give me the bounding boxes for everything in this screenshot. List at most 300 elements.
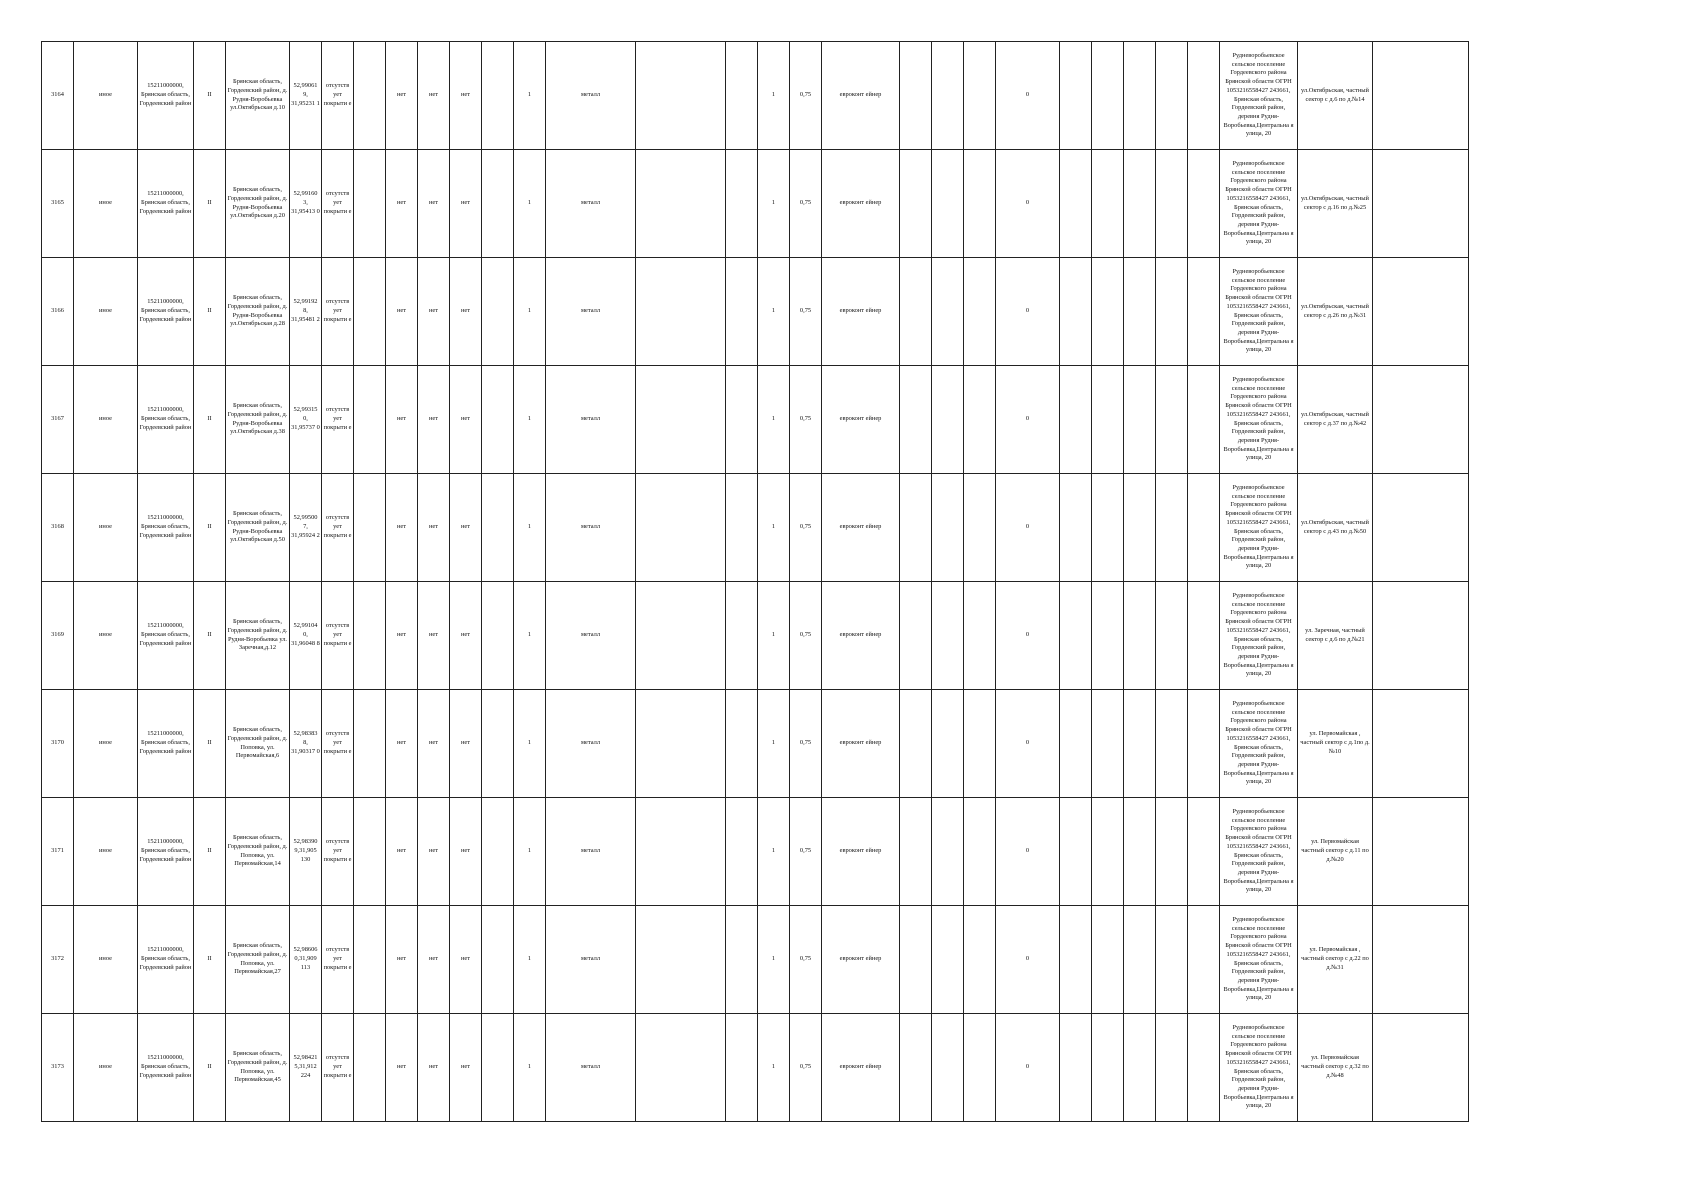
hazard-class: II xyxy=(194,798,226,906)
okato-region: 15211000000, Брянская область, Гордеевский район xyxy=(138,798,194,906)
waste-sources: ул.Октябрьская, частный сектор с д.43 по д.№50 xyxy=(1298,474,1373,582)
site-address: Брянская область, Гордеевский район, д. Поповка, ул. Первомайская,45 xyxy=(226,1014,290,1122)
hazard-class: II xyxy=(194,906,226,1014)
empty-cell xyxy=(482,690,514,798)
empty-cell xyxy=(1373,150,1469,258)
site-coordinates: 52,99061 9, 31,95231 1 xyxy=(290,42,322,150)
container-volume: 0,75 xyxy=(790,366,822,474)
owner-organization: Рудневоробьевское сельское поселение Гордеевского района Брянской области ОГРН 1053216558427 243661, Брянская область, Гордеевский район, деревня Рудня-Воробьевка,Центральна я улица, 20 xyxy=(1220,150,1298,258)
empty-cell xyxy=(932,690,964,798)
empty-cell xyxy=(726,150,758,258)
empty-cell xyxy=(636,798,726,906)
zero-value: 0 xyxy=(996,150,1060,258)
empty-cell xyxy=(932,906,964,1014)
empty-cell xyxy=(636,1014,726,1122)
row-number: 3171 xyxy=(42,798,74,906)
surface-type: отсутств ует покрыти е xyxy=(322,42,354,150)
container-type: евроконт ейнер xyxy=(822,366,900,474)
container-material: металл xyxy=(546,150,636,258)
site-type: иное xyxy=(74,1014,138,1122)
container-volume: 0,75 xyxy=(790,474,822,582)
hazard-class: II xyxy=(194,258,226,366)
flag-cell: нет xyxy=(418,366,450,474)
table-row xyxy=(42,1014,1469,1122)
container-volume: 0,75 xyxy=(790,1014,822,1122)
hazard-class: II xyxy=(194,366,226,474)
container-volume: 0,75 xyxy=(790,690,822,798)
table-row xyxy=(42,366,1469,474)
container-type: евроконт ейнер xyxy=(822,1014,900,1122)
empty-cell xyxy=(1060,42,1092,150)
empty-cell xyxy=(1092,906,1124,1014)
empty-cell xyxy=(1060,366,1092,474)
container-qty: 1 xyxy=(758,582,790,690)
site-type: иное xyxy=(74,474,138,582)
row-number: 3173 xyxy=(42,1014,74,1122)
site-type: иное xyxy=(74,258,138,366)
empty-cell xyxy=(1156,258,1188,366)
waste-sources: ул.Октябрьская, частный сектор с д.26 по д.№31 xyxy=(1298,258,1373,366)
empty-cell xyxy=(1124,906,1156,1014)
empty-cell xyxy=(354,42,386,150)
site-type: иное xyxy=(74,150,138,258)
container-qty: 1 xyxy=(758,690,790,798)
empty-cell xyxy=(932,366,964,474)
empty-cell xyxy=(964,42,996,150)
empty-cell xyxy=(482,1014,514,1122)
flag-cell: нет xyxy=(418,42,450,150)
empty-cell xyxy=(636,42,726,150)
zero-value: 0 xyxy=(996,1014,1060,1122)
hazard-class: II xyxy=(194,690,226,798)
empty-cell xyxy=(1373,798,1469,906)
site-coordinates: 52,98606 0,31,909 113 xyxy=(290,906,322,1014)
empty-cell xyxy=(1092,42,1124,150)
container-qty: 1 xyxy=(758,258,790,366)
empty-cell xyxy=(1156,906,1188,1014)
surface-type: отсутств ует покрыти е xyxy=(322,690,354,798)
site-coordinates: 52,98383 8, 31,90317 0 xyxy=(290,690,322,798)
empty-cell xyxy=(726,582,758,690)
empty-cell xyxy=(932,150,964,258)
empty-cell xyxy=(1188,906,1220,1014)
site-coordinates: 52,98421 5,31,912 224 xyxy=(290,1014,322,1122)
site-coordinates: 52,99192 8, 31,95481 2 xyxy=(290,258,322,366)
row-number: 3165 xyxy=(42,150,74,258)
empty-cell xyxy=(726,1014,758,1122)
zero-value: 0 xyxy=(996,798,1060,906)
flag-cell: нет xyxy=(450,366,482,474)
owner-organization: Рудневоробьевское сельское поселение Гордеевского района Брянской области ОГРН 1053216558427 243661, Брянская область, Гордеевский район, деревня Рудня-Воробьевка,Центральна я улица, 20 xyxy=(1220,1014,1298,1122)
empty-cell xyxy=(932,474,964,582)
container-type: евроконт ейнер xyxy=(822,258,900,366)
empty-cell xyxy=(1060,474,1092,582)
container-material: металл xyxy=(546,42,636,150)
flag-cell: нет xyxy=(450,798,482,906)
empty-cell xyxy=(1124,150,1156,258)
empty-cell xyxy=(1188,798,1220,906)
empty-cell xyxy=(1373,474,1469,582)
empty-cell xyxy=(1124,690,1156,798)
site-address: Брянская область, Гордеевский район, д. Рудня-Воробьевка ул.Октябрьская д.28 xyxy=(226,258,290,366)
empty-cell xyxy=(1124,582,1156,690)
flag-cell: нет xyxy=(450,258,482,366)
empty-cell xyxy=(964,582,996,690)
surface-type: отсутств ует покрыти е xyxy=(322,582,354,690)
flag-cell: нет xyxy=(418,906,450,1014)
empty-cell xyxy=(1188,582,1220,690)
container-material: металл xyxy=(546,690,636,798)
container-count: 1 xyxy=(514,258,546,366)
flag-cell: нет xyxy=(418,1014,450,1122)
flag-cell: нет xyxy=(418,474,450,582)
zero-value: 0 xyxy=(996,258,1060,366)
empty-cell xyxy=(636,906,726,1014)
site-address: Брянская область, Гордеевский район, д. Рудня-Воробьевка ул. Заречная,д.12 xyxy=(226,582,290,690)
row-number: 3172 xyxy=(42,906,74,1014)
empty-cell xyxy=(1092,474,1124,582)
row-number: 3168 xyxy=(42,474,74,582)
flag-cell: нет xyxy=(450,582,482,690)
surface-type: отсутств ует покрыти е xyxy=(322,258,354,366)
container-type: евроконт ейнер xyxy=(822,474,900,582)
empty-cell xyxy=(1156,474,1188,582)
zero-value: 0 xyxy=(996,474,1060,582)
empty-cell xyxy=(964,906,996,1014)
okato-region: 15211000000, Брянская область, Гордеевский район xyxy=(138,474,194,582)
empty-cell xyxy=(1188,42,1220,150)
empty-cell xyxy=(1092,798,1124,906)
flag-cell: нет xyxy=(450,906,482,1014)
empty-cell xyxy=(1373,582,1469,690)
container-count: 1 xyxy=(514,690,546,798)
empty-cell xyxy=(726,690,758,798)
site-address: Брянская область, Гордеевский район, д. Поповка, ул. Первомайская,27 xyxy=(226,906,290,1014)
container-count: 1 xyxy=(514,1014,546,1122)
empty-cell xyxy=(1124,1014,1156,1122)
container-count: 1 xyxy=(514,582,546,690)
site-type: иное xyxy=(74,582,138,690)
container-qty: 1 xyxy=(758,150,790,258)
empty-cell xyxy=(1060,150,1092,258)
site-type: иное xyxy=(74,690,138,798)
empty-cell xyxy=(1188,690,1220,798)
empty-cell xyxy=(964,474,996,582)
site-address: Брянская область, Гордеевский район, д. Рудня-Воробьевка ул.Октябрьская д.50 xyxy=(226,474,290,582)
empty-cell xyxy=(1092,1014,1124,1122)
container-volume: 0,75 xyxy=(790,798,822,906)
empty-cell xyxy=(964,798,996,906)
flag-cell: нет xyxy=(386,1014,418,1122)
empty-cell xyxy=(1060,906,1092,1014)
table-row xyxy=(42,582,1469,690)
empty-cell xyxy=(932,798,964,906)
hazard-class: II xyxy=(194,150,226,258)
empty-cell xyxy=(964,1014,996,1122)
empty-cell xyxy=(1060,258,1092,366)
empty-cell xyxy=(964,690,996,798)
waste-sources: ул. Первомайская , частный сектор с д.1по д.№10 xyxy=(1298,690,1373,798)
container-type: евроконт ейнер xyxy=(822,150,900,258)
empty-cell xyxy=(900,258,932,366)
container-count: 1 xyxy=(514,474,546,582)
empty-cell xyxy=(354,366,386,474)
empty-cell xyxy=(482,366,514,474)
empty-cell xyxy=(1373,42,1469,150)
flag-cell: нет xyxy=(450,150,482,258)
container-volume: 0,75 xyxy=(790,150,822,258)
site-address: Брянская область, Гордеевский район, д. Рудня-Воробьевка ул.Октябрьская д.38 xyxy=(226,366,290,474)
surface-type: отсутств ует покрыти е xyxy=(322,906,354,1014)
okato-region: 15211000000, Брянская область, Гордеевский район xyxy=(138,906,194,1014)
empty-cell xyxy=(1156,690,1188,798)
empty-cell xyxy=(636,366,726,474)
table-row xyxy=(42,258,1469,366)
container-material: металл xyxy=(546,258,636,366)
container-qty: 1 xyxy=(758,366,790,474)
container-qty: 1 xyxy=(758,1014,790,1122)
empty-cell xyxy=(964,366,996,474)
empty-cell xyxy=(1373,906,1469,1014)
okato-region: 15211000000, Брянская область, Гордеевский район xyxy=(138,150,194,258)
waste-sources: ул.Октябрьская, частный сектор с д.6 по д.№14 xyxy=(1298,42,1373,150)
table-row xyxy=(42,474,1469,582)
empty-cell xyxy=(482,906,514,1014)
empty-cell xyxy=(900,42,932,150)
surface-type: отсутств ует покрыти е xyxy=(322,150,354,258)
empty-cell xyxy=(1092,582,1124,690)
site-address: Брянская область, Гордеевский район, д. Рудня-Воробьевка ул.Октябрьская д.10 xyxy=(226,42,290,150)
empty-cell xyxy=(482,582,514,690)
container-count: 1 xyxy=(514,150,546,258)
okato-region: 15211000000, Брянская область, Гордеевский район xyxy=(138,366,194,474)
empty-cell xyxy=(900,366,932,474)
empty-cell xyxy=(726,474,758,582)
hazard-class: II xyxy=(194,1014,226,1122)
waste-sources: ул.Октябрьская, частный сектор с д.37 по д.№42 xyxy=(1298,366,1373,474)
flag-cell: нет xyxy=(418,690,450,798)
empty-cell xyxy=(1060,690,1092,798)
empty-cell xyxy=(1092,690,1124,798)
empty-cell xyxy=(1188,474,1220,582)
zero-value: 0 xyxy=(996,42,1060,150)
container-qty: 1 xyxy=(758,906,790,1014)
empty-cell xyxy=(482,150,514,258)
hazard-class: II xyxy=(194,42,226,150)
container-material: металл xyxy=(546,474,636,582)
hazard-class: II xyxy=(194,474,226,582)
empty-cell xyxy=(1124,474,1156,582)
container-material: металл xyxy=(546,1014,636,1122)
empty-cell xyxy=(1156,42,1188,150)
empty-cell xyxy=(354,798,386,906)
container-type: евроконт ейнер xyxy=(822,690,900,798)
container-count: 1 xyxy=(514,906,546,1014)
zero-value: 0 xyxy=(996,906,1060,1014)
empty-cell xyxy=(964,150,996,258)
empty-cell xyxy=(1092,150,1124,258)
surface-type: отсутств ует покрыти е xyxy=(322,1014,354,1122)
row-number: 3169 xyxy=(42,582,74,690)
flag-cell: нет xyxy=(386,150,418,258)
empty-cell xyxy=(900,1014,932,1122)
okato-region: 15211000000, Брянская область, Гордеевский район xyxy=(138,42,194,150)
empty-cell xyxy=(482,474,514,582)
site-address: Брянская область, Гордеевский район, д. Поповка, ул. Первомайская,14 xyxy=(226,798,290,906)
empty-cell xyxy=(482,258,514,366)
owner-organization: Рудневоробьевское сельское поселение Гордеевского района Брянской области ОГРН 1053216558427 243661, Брянская область, Гордеевский район, деревня Рудня-Воробьевка,Центральна я улица, 20 xyxy=(1220,366,1298,474)
empty-cell xyxy=(636,258,726,366)
empty-cell xyxy=(726,798,758,906)
table-row xyxy=(42,690,1469,798)
empty-cell xyxy=(726,42,758,150)
flag-cell: нет xyxy=(418,258,450,366)
flag-cell: нет xyxy=(418,150,450,258)
empty-cell xyxy=(354,1014,386,1122)
empty-cell xyxy=(354,150,386,258)
empty-cell xyxy=(1188,366,1220,474)
container-count: 1 xyxy=(514,366,546,474)
site-type: иное xyxy=(74,366,138,474)
empty-cell xyxy=(482,798,514,906)
flag-cell: нет xyxy=(386,366,418,474)
flag-cell: нет xyxy=(386,258,418,366)
row-number: 3170 xyxy=(42,690,74,798)
container-qty: 1 xyxy=(758,474,790,582)
empty-cell xyxy=(900,474,932,582)
owner-organization: Рудневоробьевское сельское поселение Гордеевского района Брянской области ОГРН 1053216558427 243661, Брянская область, Гордеевский район, деревня Рудня-Воробьевка,Центральна я улица, 20 xyxy=(1220,906,1298,1014)
flag-cell: нет xyxy=(386,474,418,582)
site-type: иное xyxy=(74,906,138,1014)
empty-cell xyxy=(900,150,932,258)
okato-region: 15211000000, Брянская область, Гордеевский район xyxy=(138,258,194,366)
empty-cell xyxy=(354,906,386,1014)
container-volume: 0,75 xyxy=(790,906,822,1014)
empty-cell xyxy=(932,1014,964,1122)
empty-cell xyxy=(1092,258,1124,366)
flag-cell: нет xyxy=(386,798,418,906)
empty-cell xyxy=(964,258,996,366)
waste-sources: ул.Октябрьская, частный сектор с д.16 по д.№25 xyxy=(1298,150,1373,258)
container-material: металл xyxy=(546,906,636,1014)
empty-cell xyxy=(900,690,932,798)
waste-sources: ул. Первомайская , частный сектор с д.22 по д.№31 xyxy=(1298,906,1373,1014)
zero-value: 0 xyxy=(996,690,1060,798)
site-coordinates: 52,99315 0, 31,95737 0 xyxy=(290,366,322,474)
container-material: металл xyxy=(546,798,636,906)
okato-region: 15211000000, Брянская область, Гордеевский район xyxy=(138,1014,194,1122)
container-count: 1 xyxy=(514,42,546,150)
empty-cell xyxy=(636,474,726,582)
table-row xyxy=(42,798,1469,906)
row-number: 3164 xyxy=(42,42,74,150)
empty-cell xyxy=(354,582,386,690)
empty-cell xyxy=(726,258,758,366)
empty-cell xyxy=(1060,798,1092,906)
table-row xyxy=(42,42,1469,150)
empty-cell xyxy=(636,582,726,690)
surface-type: отсутств ует покрыти е xyxy=(322,474,354,582)
empty-cell xyxy=(1188,150,1220,258)
empty-cell xyxy=(1124,42,1156,150)
container-type: евроконт ейнер xyxy=(822,582,900,690)
container-material: металл xyxy=(546,366,636,474)
empty-cell xyxy=(636,690,726,798)
empty-cell xyxy=(1156,582,1188,690)
empty-cell xyxy=(932,582,964,690)
site-type: иное xyxy=(74,42,138,150)
flag-cell: нет xyxy=(450,1014,482,1122)
empty-cell xyxy=(900,798,932,906)
owner-organization: Рудневоробьевское сельское поселение Гордеевского района Брянской области ОГРН 1053216558427 243661, Брянская область, Гордеевский район, деревня Рудня-Воробьевка,Центральна я улица, 20 xyxy=(1220,258,1298,366)
container-type: евроконт ейнер xyxy=(822,906,900,1014)
waste-sources: ул. Первомайская частный сектор с д.11 по д.№20 xyxy=(1298,798,1373,906)
empty-cell xyxy=(932,258,964,366)
owner-organization: Рудневоробьевское сельское поселение Гордеевского района Брянской области ОГРН 1053216558427 243661, Брянская область, Гордеевский район, деревня Рудня-Воробьевка,Центральна я улица, 20 xyxy=(1220,690,1298,798)
empty-cell xyxy=(1188,258,1220,366)
zero-value: 0 xyxy=(996,582,1060,690)
row-number: 3166 xyxy=(42,258,74,366)
flag-cell: нет xyxy=(450,474,482,582)
empty-cell xyxy=(1156,798,1188,906)
empty-cell xyxy=(1156,1014,1188,1122)
site-coordinates: 52,99104 0, 31,96048 8 xyxy=(290,582,322,690)
owner-organization: Рудневоробьевское сельское поселение Гордеевского района Брянской области ОГРН 1053216558427 243661, Брянская область, Гордеевский район, деревня Рудня-Воробьевка,Центральна я улица, 20 xyxy=(1220,582,1298,690)
empty-cell xyxy=(726,366,758,474)
flag-cell: нет xyxy=(386,690,418,798)
waste-sites-table xyxy=(41,41,1469,1122)
waste-sources: ул. Заречная, частный сектор с д.6 по д.№21 xyxy=(1298,582,1373,690)
empty-cell xyxy=(1373,1014,1469,1122)
row-number: 3167 xyxy=(42,366,74,474)
zero-value: 0 xyxy=(996,366,1060,474)
container-type: евроконт ейнер xyxy=(822,798,900,906)
empty-cell xyxy=(726,906,758,1014)
owner-organization: Рудневоробьевское сельское поселение Гордеевского района Брянской области ОГРН 1053216558427 243661, Брянская область, Гордеевский район, деревня Рудня-Воробьевка,Центральна я улица, 20 xyxy=(1220,42,1298,150)
container-type: евроконт ейнер xyxy=(822,42,900,150)
empty-cell xyxy=(1060,1014,1092,1122)
flag-cell: нет xyxy=(450,690,482,798)
container-qty: 1 xyxy=(758,798,790,906)
flag-cell: нет xyxy=(418,582,450,690)
flag-cell: нет xyxy=(386,582,418,690)
flag-cell: нет xyxy=(450,42,482,150)
container-material: металл xyxy=(546,582,636,690)
owner-organization: Рудневоробьевское сельское поселение Гордеевского района Брянской области ОГРН 1053216558427 243661, Брянская область, Гордеевский район, деревня Рудня-Воробьевка,Центральна я улица, 20 xyxy=(1220,474,1298,582)
container-qty: 1 xyxy=(758,42,790,150)
empty-cell xyxy=(1092,366,1124,474)
site-type: иное xyxy=(74,798,138,906)
waste-sources: ул. Первомайская частный сектор с д.32 по д.№48 xyxy=(1298,1014,1373,1122)
surface-type: отсутств ует покрыти е xyxy=(322,798,354,906)
site-coordinates: 52,98390 9,31,905 130 xyxy=(290,798,322,906)
empty-cell xyxy=(1124,798,1156,906)
hazard-class: II xyxy=(194,582,226,690)
container-count: 1 xyxy=(514,798,546,906)
container-volume: 0,75 xyxy=(790,42,822,150)
flag-cell: нет xyxy=(386,42,418,150)
empty-cell xyxy=(636,150,726,258)
container-volume: 0,75 xyxy=(790,582,822,690)
empty-cell xyxy=(354,690,386,798)
empty-cell xyxy=(354,474,386,582)
empty-cell xyxy=(900,906,932,1014)
empty-cell xyxy=(1124,258,1156,366)
owner-organization: Рудневоробьевское сельское поселение Гордеевского района Брянской области ОГРН 1053216558427 243661, Брянская область, Гордеевский район, деревня Рудня-Воробьевка,Центральна я улица, 20 xyxy=(1220,798,1298,906)
empty-cell xyxy=(1373,690,1469,798)
empty-cell xyxy=(482,42,514,150)
empty-cell xyxy=(1060,582,1092,690)
